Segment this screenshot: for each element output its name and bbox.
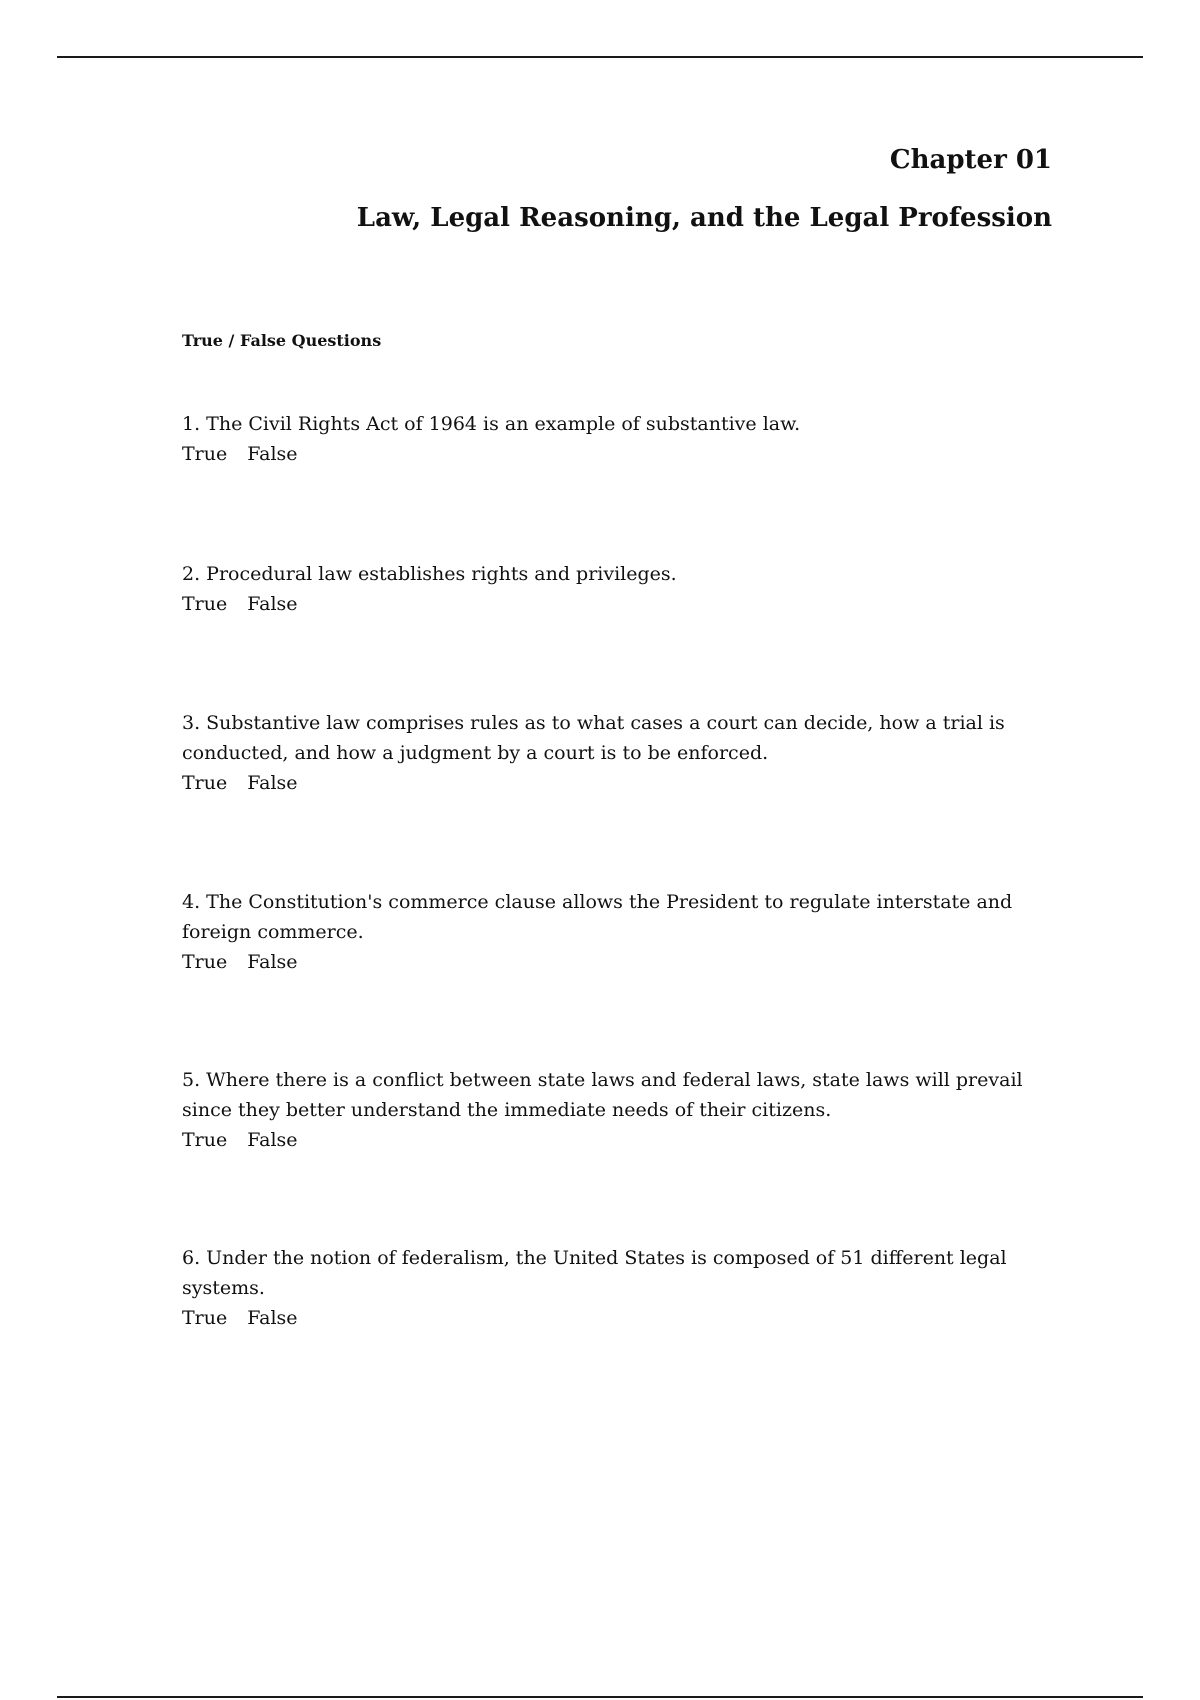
chapter-title: Law, Legal Reasoning, and the Legal Profession (356, 203, 1052, 233)
answer-options (182, 1125, 1062, 1155)
question-text: 5. Where there is a conflict between state laws and federal laws, state laws will prevail since they better understand the immediate needs of their citizens. (182, 1069, 1023, 1121)
answer-options (182, 947, 1062, 977)
answer-false[interactable]: False (247, 1307, 298, 1329)
question-text: 2. Procedural law establishes rights and privileges. (182, 563, 677, 585)
question-3 (182, 708, 1062, 798)
question-6 (182, 1243, 1062, 1333)
question-text: 6. Under the notion of federalism, the United States is composed of 51 different legal systems. (182, 1247, 1007, 1299)
question-5 (182, 1065, 1062, 1155)
answer-options (182, 1303, 1062, 1333)
answer-options (182, 439, 1062, 469)
answer-options (182, 768, 1062, 798)
question-text: 1. The Civil Rights Act of 1964 is an example of substantive law. (182, 413, 801, 435)
answer-false[interactable]: False (247, 443, 298, 465)
question-text: 4. The Constitution's commerce clause allows the President to regulate interstate and foreign commerce. (182, 891, 1013, 943)
question-4 (182, 887, 1062, 977)
chapter-number: Chapter 01 (889, 145, 1052, 175)
section-heading: True / False Questions (182, 331, 382, 350)
top-rule (57, 56, 1143, 58)
answer-false[interactable]: False (247, 1129, 298, 1151)
answer-false[interactable]: False (247, 772, 298, 794)
bottom-rule (57, 1696, 1143, 1698)
question-2 (182, 559, 1062, 619)
chapter-header (357, 144, 1052, 234)
answer-true[interactable]: True (182, 443, 228, 465)
answer-false[interactable]: False (247, 593, 298, 615)
answer-true[interactable]: True (182, 1129, 228, 1151)
answer-true[interactable]: True (182, 772, 228, 794)
answer-true[interactable]: True (182, 593, 228, 615)
answer-true[interactable]: True (182, 951, 228, 973)
question-1 (182, 409, 1062, 469)
question-text: 3. Substantive law comprises rules as to what cases a court can decide, how a trial is conducted, and how a judgment by a court is to be enforced. (182, 712, 1005, 764)
answer-true[interactable]: True (182, 1307, 228, 1329)
answer-false[interactable]: False (247, 951, 298, 973)
answer-options (182, 589, 1062, 619)
